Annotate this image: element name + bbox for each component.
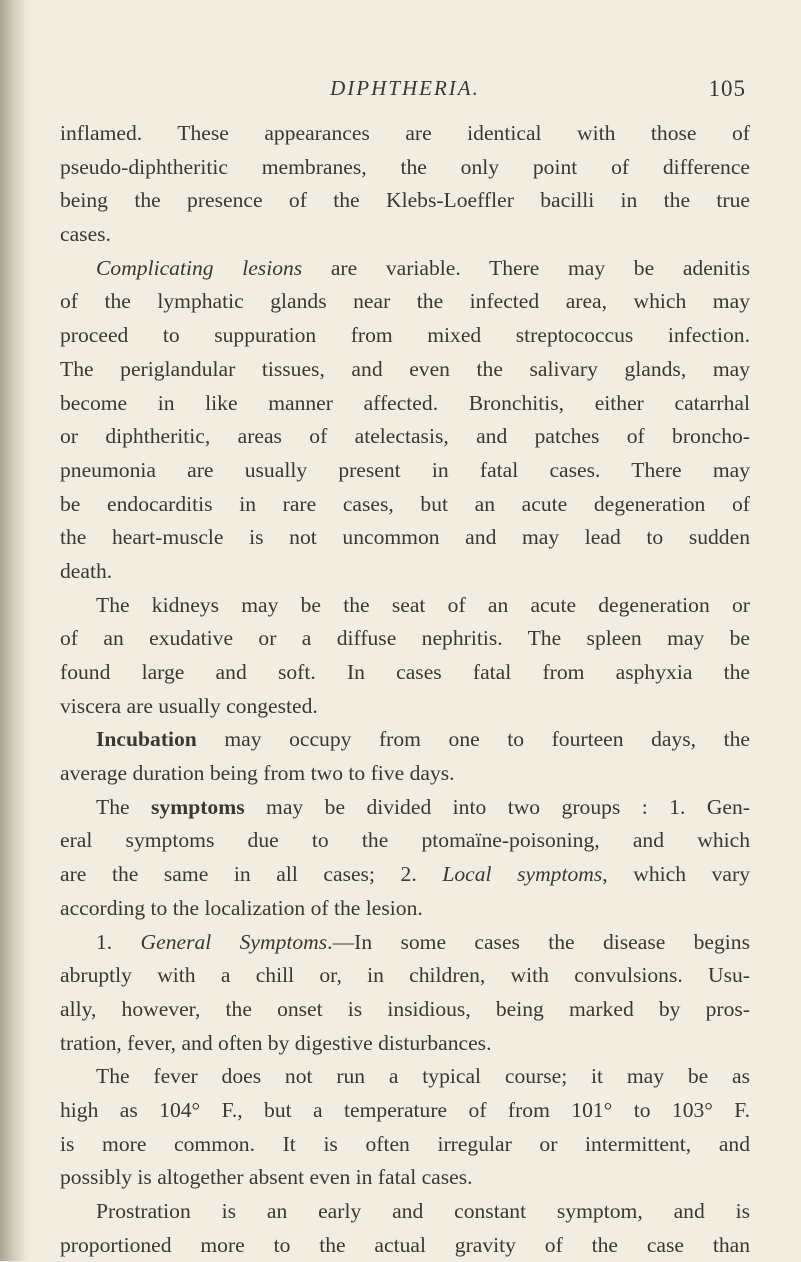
text-run: tration, fever, and often by digestive disturbances.: [60, 1030, 492, 1055]
text-run: inflamed. These appearances are identical with those of: [60, 121, 750, 145]
running-title: DIPHTHERIA.: [330, 76, 480, 100]
page-gutter-shadow: [0, 0, 30, 1261]
text-line: [60, 387, 750, 421]
text-line: [60, 1027, 750, 1061]
italic-text: Local symptoms: [442, 862, 603, 887]
text-run: the heart-muscle is not uncommon and may lead to sudden: [60, 525, 750, 550]
text-run: proportioned more to the actual gravity of the case than: [60, 1232, 750, 1257]
text-run: high as 104° F., but a temperature of from 101° to 103° F.: [60, 1097, 750, 1122]
text-run: being the presence of the Klebs-Loeffler bacilli in the true: [60, 188, 750, 213]
text-run: .—In some cases the disease begins: [327, 929, 750, 954]
text-run: pseudo-diphtheritic membranes, the only point of difference: [60, 154, 750, 179]
text-run: or diphtheritic, areas of atelectasis, and patches of broncho-: [60, 424, 750, 449]
text-run: according to the localization of the lesion.: [60, 895, 423, 920]
text-line: [60, 488, 750, 522]
bold-text: Incubation: [96, 727, 197, 752]
text-line: [60, 723, 750, 757]
text-run: proceed to suppuration from mixed streptococcus infection.: [60, 323, 750, 348]
text-line: [60, 791, 750, 825]
text-line: [60, 555, 750, 589]
text-line: [60, 824, 750, 858]
text-run: 1.: [96, 929, 141, 954]
text-line: [60, 892, 750, 926]
text-line: [60, 926, 750, 960]
text-run: of an exudative or a diffuse nephritis. The spleen may be: [60, 626, 750, 651]
text-run: are the same in all cases; 2.: [60, 862, 443, 887]
text-run: ally, however, the onset is insidious, being marked by pros-: [60, 996, 750, 1021]
text-line: [60, 184, 750, 218]
text-line: [60, 993, 750, 1027]
text-run: viscera are usually congested.: [60, 693, 318, 718]
text-run: become in like manner affected. Bronchitis, either catarrhal: [60, 390, 750, 415]
text-line: [60, 1128, 750, 1162]
text-line: [60, 858, 750, 892]
text-run: may occupy from one to fourteen days, the: [196, 727, 750, 752]
text-line: [60, 1161, 750, 1195]
text-line: [60, 151, 750, 185]
text-line: [60, 589, 750, 623]
text-run: The: [96, 794, 152, 819]
text-line: [60, 1060, 750, 1094]
body-text: [60, 117, 750, 1262]
text-run: The fever does not run a typical course; it may be as: [96, 1064, 750, 1089]
text-line: [60, 252, 750, 286]
text-run: are variable. There may be adenitis: [302, 255, 750, 280]
text-line: [60, 757, 750, 791]
text-run: abruptly with a chill or, in children, with convulsions. Usu-: [60, 963, 750, 988]
text-line: [60, 690, 750, 724]
text-run: pneumonia are usually present in fatal cases. There may: [60, 457, 750, 482]
text-run: may be divided into two groups : 1. Gen-: [244, 794, 750, 819]
text-line: [60, 1229, 750, 1262]
text-run: of the lymphatic glands near the infected area, which may: [60, 289, 750, 314]
italic-text: Complicating lesions: [96, 255, 303, 280]
text-line: [60, 959, 750, 993]
text-line: [60, 656, 750, 690]
text-line: [60, 622, 750, 656]
text-run: found large and soft. In cases fatal from asphyxia the: [60, 660, 750, 684]
text-line: [60, 1195, 750, 1229]
text-run: The periglandular tissues, and even the salivary glands, may: [60, 356, 750, 381]
book-page: [60, 0, 750, 1261]
text-line: [60, 521, 750, 555]
page-header: [60, 76, 750, 104]
text-line: [60, 319, 750, 353]
bold-text: symptoms: [151, 794, 245, 819]
text-run: death.: [60, 558, 113, 583]
text-line: [60, 285, 750, 319]
text-line: [60, 117, 750, 151]
text-run: is more common. It is often irregular or intermittent, and: [60, 1131, 750, 1156]
text-line: [60, 353, 750, 387]
text-line: [60, 1094, 750, 1128]
text-run: cases.: [60, 222, 111, 247]
text-run: average duration being from two to five days.: [60, 761, 455, 786]
page-number: 105: [708, 76, 746, 101]
text-line: [60, 454, 750, 488]
text-run: eral symptoms due to the ptomaïne-poisoning, and which: [60, 828, 750, 853]
text-run: , which vary: [602, 862, 750, 887]
text-run: Prostration is an early and constant symptom, and is: [96, 1199, 750, 1223]
text-run: The kidneys may be the seat of an acute degeneration or: [96, 592, 750, 617]
text-run: be endocarditis in rare cases, but an acute degeneration of: [60, 491, 750, 516]
text-line: [60, 420, 750, 454]
text-run: possibly is altogether absent even in fatal cases.: [60, 1165, 473, 1190]
text-line: [60, 218, 750, 252]
italic-text: General Symptoms: [140, 929, 328, 954]
